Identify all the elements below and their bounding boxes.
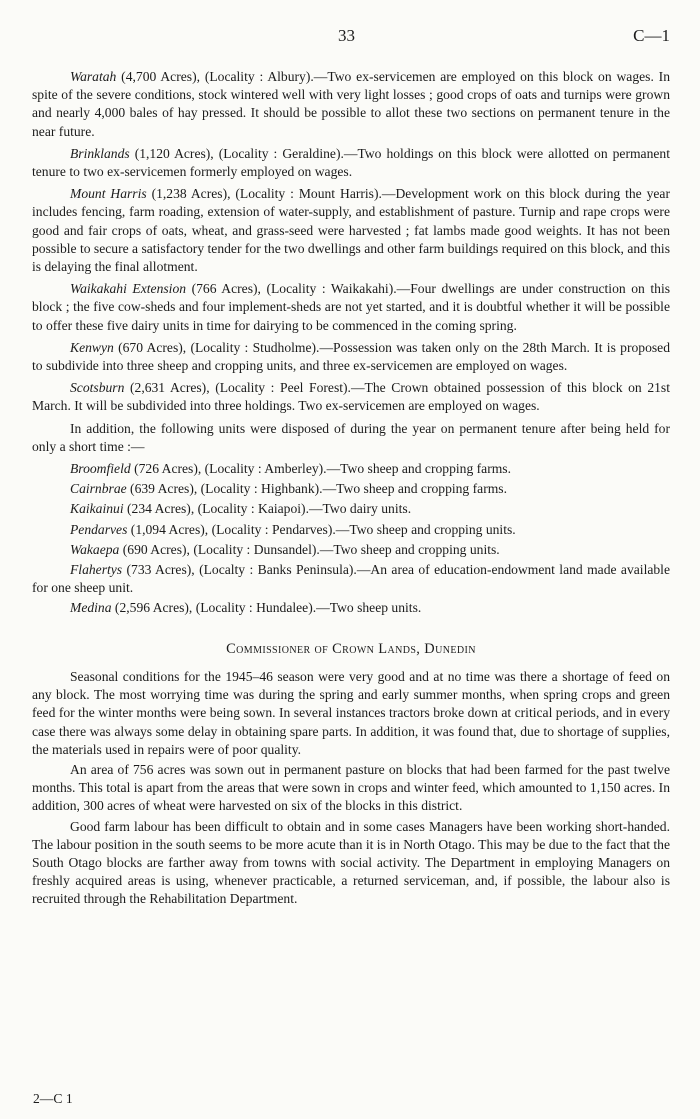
- section-heading: Commissioner of Crown Lands, Dunedin: [226, 640, 476, 657]
- units-intro-paragraph: In addition, the following units were disposed of during the year on permanent tenure after being held for only a short time :—: [32, 420, 670, 454]
- unit-name: Cairnbrae: [70, 481, 127, 497]
- block-paragraph-scotsburn: [32, 379, 670, 415]
- block-text: (2,631 Acres), (Locality : Peel Forest).—The Crown obtained possession of this block on 21st March. It will be subdivided into three holdings. Two ex-servicemen are employed on wages.: [32, 380, 670, 414]
- unit-item-cairnbrae: [32, 480, 670, 498]
- unit-name: Wakaepa: [70, 541, 120, 557]
- unit-text: (639 Acres), (Locality : Highbank).—Two sheep and cropping farms.: [126, 481, 507, 497]
- block-paragraph-waratah: [32, 68, 670, 141]
- unit-item-medina: [32, 599, 670, 617]
- block-text: (1,120 Acres), (Locality : Geraldine).—Two holdings on this block were allotted on permanent tenure to two ex-servicemen formerly employed on wages.: [32, 145, 670, 180]
- block-paragraph-kenwyn: [32, 339, 670, 375]
- unit-item-wakaepa: [32, 541, 670, 559]
- block-text: (766 Acres), (Locality : Waikakahi).—Four dwellings are under construction on this block ; the five cow-sheds and four implement-sheds are not yet started, and it is doubtful whether it will be possible to offer these five dairy units in time for dairying to be commenced in the coming spring.: [32, 281, 671, 333]
- block-name: Mount Harris: [70, 186, 147, 202]
- unit-text: (690 Acres), (Locality : Dunsandel).—Two sheep and cropping units.: [119, 541, 500, 557]
- page-header: [0, 26, 700, 52]
- block-paragraph-waikakahi-extension: [32, 280, 670, 335]
- page-number: 33: [338, 26, 355, 45]
- body-paragraph: Seasonal conditions for the 1945–46 season were very good and at no time was there a shortage of feed on any block. The most worrying time was during the spring and early summer months, when spring crops and green feed for the winter months were being sown. In several instances tractors broke down at critical periods, and in every case there was always some delay in obtaining spare parts. In addition, it was found that, due to shortage of supplies, the materials used in repairs were of poor quality.: [32, 668, 670, 757]
- block-text: (1,238 Acres), (Locality : Mount Harris).—Development work on this block during the year includes fencing, farm roading, extension of water-supply, and establishment of pasture. Turnip and rape crops were good and fair crops of oats, wheat, and grass-seed were harvested ; fat lambs made good weights. It has not been possible to secure a satisfactory tender for the two dwellings and other farm buildings required on this block, and this is delaying the final allotment.: [32, 186, 670, 275]
- unit-text: (2,596 Acres), (Locality : Hundalee).—Two sheep units.: [111, 600, 422, 616]
- unit-item-flahertys: [32, 561, 670, 597]
- unit-text: (1,094 Acres), (Locality : Pendarves).—Two sheep and cropping units.: [127, 521, 516, 537]
- unit-item-pendarves: [32, 521, 670, 539]
- block-name: Waratah: [70, 69, 117, 84]
- block-text: (670 Acres), (Locality : Studholme).—Possession was taken only on the 28th March. It is proposed to subdivide into three sheep and cropping units, and three ex-servicemen are employed on wages.: [32, 339, 670, 374]
- unit-name: Kaikainui: [70, 501, 124, 517]
- unit-item-broomfield: [32, 460, 670, 478]
- unit-name: Broomfield: [70, 461, 131, 477]
- unit-text: (733 Acres), (Localty : Banks Peninsula).—An area of education-endowment land made available for one sheep unit.: [32, 562, 670, 596]
- block-name: Scotsburn: [70, 380, 125, 396]
- page-footer-signature: 2—C 1: [33, 1091, 73, 1106]
- block-name: Waikakahi Extension: [70, 281, 187, 297]
- document-body: [32, 68, 670, 911]
- document-code: C—1: [633, 26, 670, 45]
- unit-name: Pendarves: [70, 521, 128, 537]
- unit-name: Flahertys: [70, 562, 123, 578]
- block-name: Brinklands: [70, 145, 130, 161]
- body-paragraph: Good farm labour has been difficult to obtain and in some cases Managers have been working short-handed. The labour position in the south seems to be more acute than it is in North Otago. This may be due to the fact that the South Otago blocks are farther away from towns with social activity. The Department in employing Managers on freshly acquired areas is using, whenever practicable, a returned serviceman, and, if possible, the labour also is recruited through the Rehabilitation Department.: [32, 818, 670, 907]
- block-paragraph-brinklands: [32, 145, 670, 181]
- block-paragraph-mount-harris: [32, 185, 670, 276]
- unit-text: (726 Acres), (Locality : Amberley).—Two sheep and cropping farms.: [130, 461, 511, 477]
- block-name: Kenwyn: [70, 339, 114, 355]
- unit-item-kaikainui: [32, 500, 670, 518]
- body-paragraph: An area of 756 acres was sown out in permanent pasture on blocks that had been farmed for the past twelve months. This total is apart from the areas that were sown in crops and winter feed, which amounted to 1,150 acres. In addition, 300 acres of wheat were harvested on six of the blocks in this district.: [32, 761, 670, 814]
- block-text: (4,700 Acres), (Locality : Albury).—Two ex-servicemen are employed on this block on wages. In spite of the severe conditions, stock wintered well with very light losses ; good crops of oats and turnips were grown and nearly 4,000 bales of hay pressed. It should be possible to allot these two sections on permanent tenure in the near future.: [32, 69, 670, 139]
- unit-name: Medina: [70, 600, 112, 616]
- unit-text: (234 Acres), (Locality : Kaiapoi).—Two dairy units.: [123, 501, 412, 517]
